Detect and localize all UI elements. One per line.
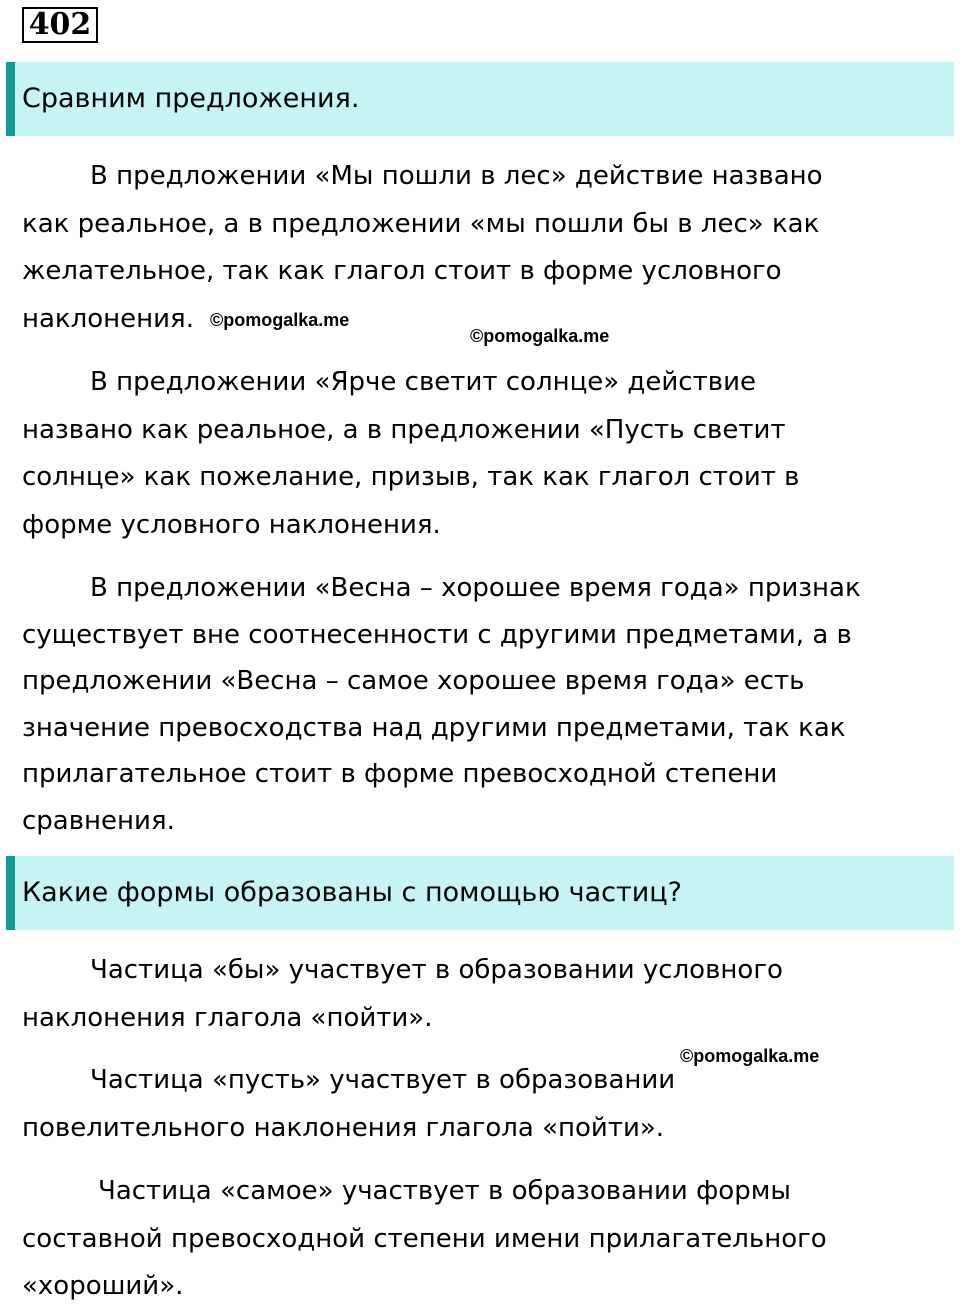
paragraph-line: желательное, так как глагол стоит в форме условного: [22, 256, 782, 286]
paragraph-1: [22, 153, 942, 343]
paragraph-4: [22, 947, 942, 1042]
paragraph-line: сравнения.: [22, 805, 175, 836]
paragraph-line: солнце» как пожелание, призыв, так как глагол стоит в: [22, 462, 800, 492]
paragraph-line: Частица «пусть» участвует в образовании: [90, 1065, 676, 1095]
paragraph-line: наклонения глагола «пойти».: [22, 1002, 433, 1033]
paragraph-line: форме условного наклонения.: [22, 509, 441, 540]
paragraph-line: В предложении «Весна – хорошее время года» признак: [90, 573, 861, 603]
paragraph-line: как реальное, а в предложении «мы пошли бы в лес» как: [22, 208, 820, 239]
paragraph-2: [22, 359, 942, 549]
task-number: 402: [22, 7, 98, 43]
paragraph-line: В предложении «Ярче светит солнце» действие: [90, 367, 756, 397]
section-header-compare: Сравним предложения.: [6, 62, 954, 136]
watermark: ©pomogalka.me: [470, 326, 610, 346]
paragraph-line: существует вне соотнесенности с другими предметами, а в: [22, 619, 852, 650]
paragraph-5: [22, 1057, 942, 1152]
paragraph-line: наклонения.: [22, 303, 194, 334]
paragraph-line: повелительного наклонения глагола «пойти».: [22, 1112, 665, 1143]
paragraph-line: «хороший».: [22, 1271, 184, 1301]
section-header-particles: Какие формы образованы с помощью частиц?: [6, 856, 954, 930]
paragraph-line: Частица «бы» участвует в образовании условного: [90, 955, 783, 985]
paragraph-line: составной превосходной степени имени прилагательного: [22, 1223, 827, 1254]
paragraph-6: [22, 1168, 942, 1311]
watermark: ©pomogalka.me: [210, 310, 350, 330]
watermark: ©pomogalka.me: [680, 1046, 820, 1066]
paragraph-line: значение превосходства над другими предметами, так как: [22, 712, 846, 743]
paragraph-line: предложении «Весна – самое хорошее время года» есть: [22, 666, 805, 696]
paragraph-line: Частица «самое» участвует в образовании формы: [98, 1176, 791, 1206]
paragraph-3: [22, 565, 942, 844]
paragraph-line: прилагательное стоит в форме превосходной степени: [22, 759, 778, 789]
paragraph-line: названо как реальное, а в предложении «Пусть светит: [22, 414, 786, 445]
paragraph-line: В предложении «Мы пошли в лес» действие названо: [90, 161, 823, 191]
